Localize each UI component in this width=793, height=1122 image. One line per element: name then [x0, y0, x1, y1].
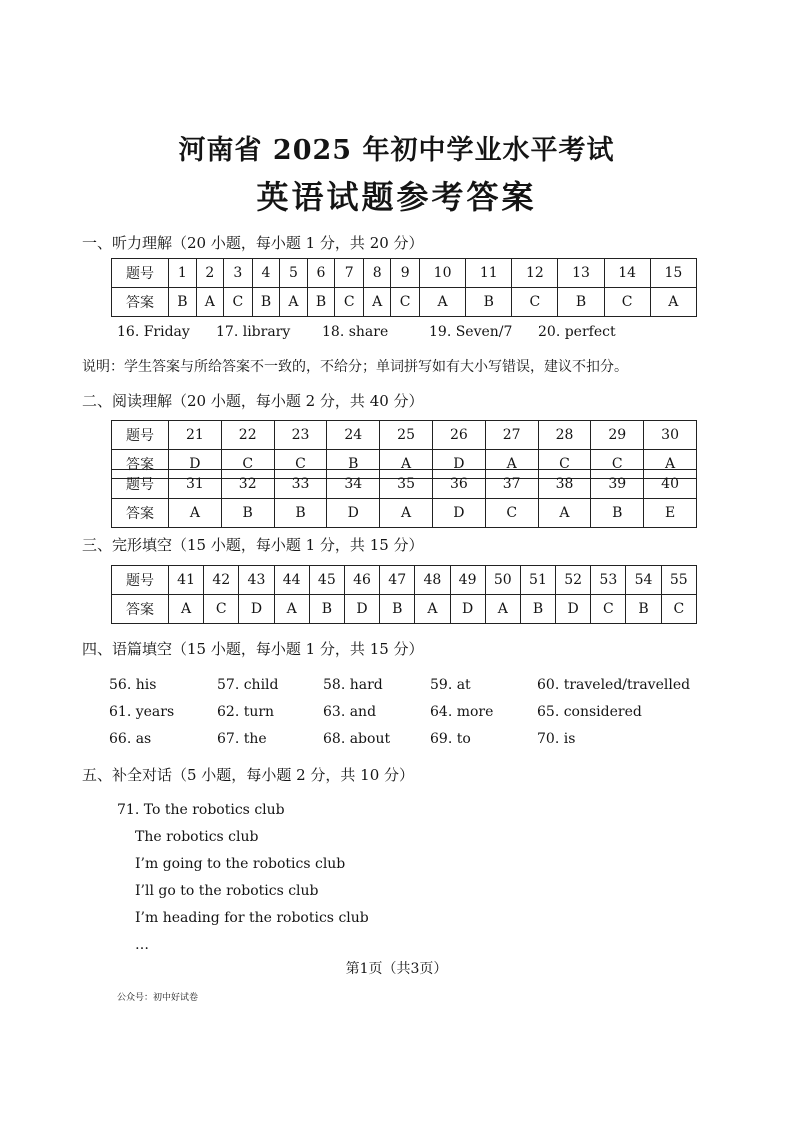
- question-number-cell: 41: [169, 566, 204, 595]
- section2-heading: 二、阅读理解（20 小题，每小题 2 分，共 40 分）: [82, 392, 424, 410]
- answer-row: [112, 288, 697, 317]
- answer-cell: B: [274, 499, 327, 528]
- question-number-row: [112, 566, 697, 595]
- answer-cell: B: [309, 595, 344, 624]
- section1-heading: 一、听力理解（20 小题，每小题 1 分，共 20 分）: [82, 234, 424, 252]
- question-number-cell: 29: [591, 421, 644, 450]
- answer-cell: D: [450, 595, 485, 624]
- question-number-cell: 38: [538, 470, 591, 499]
- passage-fill-item: 64. more: [430, 704, 494, 720]
- cloze-answer-table: [111, 565, 697, 624]
- question-number-cell: 5: [280, 259, 307, 288]
- source-credit: 公众号：初中好试卷: [117, 993, 199, 1003]
- question-number-cell: 27: [485, 421, 538, 450]
- answer-cell: A: [169, 595, 204, 624]
- row-label-number: 题号: [112, 259, 169, 288]
- answer-cell: B: [626, 595, 661, 624]
- passage-fill-item: 56. his: [109, 677, 157, 693]
- answer-cell: A: [364, 288, 391, 317]
- passage-fill-item: 70. is: [537, 731, 576, 747]
- q71-alternative-answer: I’ll go to the robotics club: [135, 883, 319, 899]
- question-number-cell: 51: [520, 566, 555, 595]
- q71-alternative-answer: The robotics club: [135, 829, 259, 845]
- question-number-cell: 43: [239, 566, 274, 595]
- answer-cell: B: [558, 288, 604, 317]
- question-number-cell: 11: [466, 259, 512, 288]
- passage-fill-item: 59. at: [430, 677, 471, 693]
- question-number-cell: 28: [538, 421, 591, 450]
- answer-cell: D: [169, 450, 222, 479]
- question-number-cell: 10: [420, 259, 466, 288]
- answer-cell: C: [391, 288, 420, 317]
- answer-cell: C: [538, 450, 591, 479]
- question-number-cell: 2: [196, 259, 223, 288]
- answer-cell: A: [538, 499, 591, 528]
- answer-cell: C: [591, 450, 644, 479]
- question-number-cell: 39: [591, 470, 644, 499]
- question-number-row: [112, 470, 697, 499]
- question-number-cell: 23: [274, 421, 327, 450]
- answer-cell: B: [169, 288, 197, 317]
- answer-cell: A: [169, 499, 222, 528]
- row-label-number: 题号: [112, 566, 169, 595]
- answer-cell: C: [221, 450, 274, 479]
- answer-cell: B: [380, 595, 415, 624]
- passage-fill-item: 68. about: [323, 731, 391, 747]
- question-number-cell: 14: [604, 259, 650, 288]
- question-number-cell: 46: [344, 566, 379, 595]
- question-number-cell: 21: [169, 421, 222, 450]
- question-number-cell: 34: [327, 470, 380, 499]
- question-number-cell: 49: [450, 566, 485, 595]
- row-label-answer: 答案: [112, 450, 169, 479]
- passage-fill-item: 58. hard: [323, 677, 383, 693]
- question-number-cell: 36: [432, 470, 485, 499]
- question-number-cell: 47: [380, 566, 415, 595]
- answer-cell: D: [239, 595, 274, 624]
- question-number-cell: 4: [252, 259, 280, 288]
- answer-cell: C: [204, 595, 239, 624]
- question-number-cell: 9: [391, 259, 420, 288]
- section4-heading: 四、语篇填空（15 小题，每小题 1 分，共 15 分）: [82, 640, 424, 658]
- listening-fill-item: 17. library: [216, 324, 291, 340]
- answer-cell: B: [466, 288, 512, 317]
- row-label-number: 题号: [112, 421, 169, 450]
- answer-cell: A: [196, 288, 223, 317]
- listening-fill-item: 18. share: [322, 324, 389, 340]
- row-label-answer: 答案: [112, 499, 169, 528]
- row-label-answer: 答案: [112, 288, 169, 317]
- question-number-cell: 1: [169, 259, 197, 288]
- q71-alternative-answer: I’m heading for the robotics club: [135, 910, 369, 926]
- question-number-cell: 55: [661, 566, 696, 595]
- answer-cell: B: [520, 595, 555, 624]
- passage-fill-item: 63. and: [323, 704, 377, 720]
- answer-cell: B: [307, 288, 335, 317]
- answer-cell: C: [223, 288, 252, 317]
- row-label-answer: 答案: [112, 595, 169, 624]
- answer-key-title: 英语试题参考答案: [256, 178, 537, 216]
- answer-cell: C: [591, 595, 626, 624]
- passage-fill-item: 65. considered: [537, 704, 642, 720]
- question-number-cell: 37: [485, 470, 538, 499]
- q71-alternative-answer: I’m going to the robotics club: [135, 856, 346, 872]
- question-number-cell: 33: [274, 470, 327, 499]
- answer-cell: B: [221, 499, 274, 528]
- question-number-row: [112, 421, 697, 450]
- question-number-cell: 42: [204, 566, 239, 595]
- passage-fill-item: 69. to: [430, 731, 471, 747]
- answer-cell: D: [556, 595, 591, 624]
- question-number-cell: 6: [307, 259, 335, 288]
- question-number-cell: 32: [221, 470, 274, 499]
- question-number-cell: 44: [274, 566, 309, 595]
- question-number-cell: 22: [221, 421, 274, 450]
- answer-cell: C: [661, 595, 696, 624]
- answer-cell: C: [485, 499, 538, 528]
- exam-title: 河南省 2025 年初中学业水平考试: [178, 135, 615, 166]
- question-number-cell: 48: [415, 566, 450, 595]
- answer-cell: A: [650, 288, 696, 317]
- answer-cell: A: [644, 450, 697, 479]
- answer-cell: A: [380, 450, 433, 479]
- question-number-cell: 53: [591, 566, 626, 595]
- question-number-cell: 15: [650, 259, 696, 288]
- q71-answer: 71. To the robotics club: [117, 802, 285, 818]
- answer-cell: D: [432, 450, 485, 479]
- question-number-cell: 13: [558, 259, 604, 288]
- answer-row: [112, 595, 697, 624]
- answer-row: [112, 499, 697, 528]
- listening-fill-item: 19. Seven/7: [429, 324, 513, 340]
- answer-cell: E: [644, 499, 697, 528]
- listening-fill-item: 20. perfect: [538, 324, 616, 340]
- question-number-cell: 7: [335, 259, 364, 288]
- passage-fill-item: 61. years: [109, 704, 175, 720]
- answer-cell: A: [485, 595, 520, 624]
- passage-fill-item: 60. traveled/travelled: [537, 677, 691, 693]
- answer-cell: B: [591, 499, 644, 528]
- answer-cell: A: [420, 288, 466, 317]
- answer-cell: D: [344, 595, 379, 624]
- question-number-cell: 12: [512, 259, 558, 288]
- passage-fill-item: 62. turn: [217, 704, 275, 720]
- question-number-cell: 31: [169, 470, 222, 499]
- question-number-cell: 54: [626, 566, 661, 595]
- answer-cell: C: [274, 450, 327, 479]
- answer-cell: D: [327, 499, 380, 528]
- question-number-cell: 45: [309, 566, 344, 595]
- answer-cell: C: [512, 288, 558, 317]
- row-label-number: 题号: [112, 470, 169, 499]
- question-number-cell: 26: [432, 421, 485, 450]
- answer-cell: A: [485, 450, 538, 479]
- answer-cell: A: [274, 595, 309, 624]
- answer-cell: B: [252, 288, 280, 317]
- passage-fill-item: 67. the: [217, 731, 267, 747]
- question-number-cell: 35: [380, 470, 433, 499]
- scoring-note: 说明：学生答案与所给答案不一致的，不给分；单词拼写如有大小写错误，建议不扣分。: [82, 359, 628, 375]
- section5-heading: 五、补全对话（5 小题，每小题 2 分，共 10 分）: [82, 766, 415, 784]
- reading-answer-table-2: [111, 469, 697, 528]
- page-number: 第1页（共3页）: [345, 961, 448, 977]
- question-number-cell: 40: [644, 470, 697, 499]
- question-number-cell: 25: [380, 421, 433, 450]
- passage-fill-item: 66. as: [109, 731, 152, 747]
- question-number-row: [112, 259, 697, 288]
- answer-cell: A: [380, 499, 433, 528]
- question-number-cell: 3: [223, 259, 252, 288]
- question-number-cell: 8: [364, 259, 391, 288]
- question-number-cell: 24: [327, 421, 380, 450]
- question-number-cell: 50: [485, 566, 520, 595]
- answer-cell: D: [432, 499, 485, 528]
- question-number-cell: 30: [644, 421, 697, 450]
- answer-cell: C: [604, 288, 650, 317]
- answer-cell: B: [327, 450, 380, 479]
- section3-heading: 三、完形填空（15 小题，每小题 1 分，共 15 分）: [82, 536, 424, 554]
- question-number-cell: 52: [556, 566, 591, 595]
- q71-alternative-answer: …: [135, 937, 149, 953]
- answer-cell: A: [415, 595, 450, 624]
- answer-cell: A: [280, 288, 307, 317]
- listening-fill-item: 16. Friday: [117, 324, 190, 340]
- listening-answer-table: [111, 258, 697, 317]
- passage-fill-item: 57. child: [217, 677, 279, 693]
- answer-cell: C: [335, 288, 364, 317]
